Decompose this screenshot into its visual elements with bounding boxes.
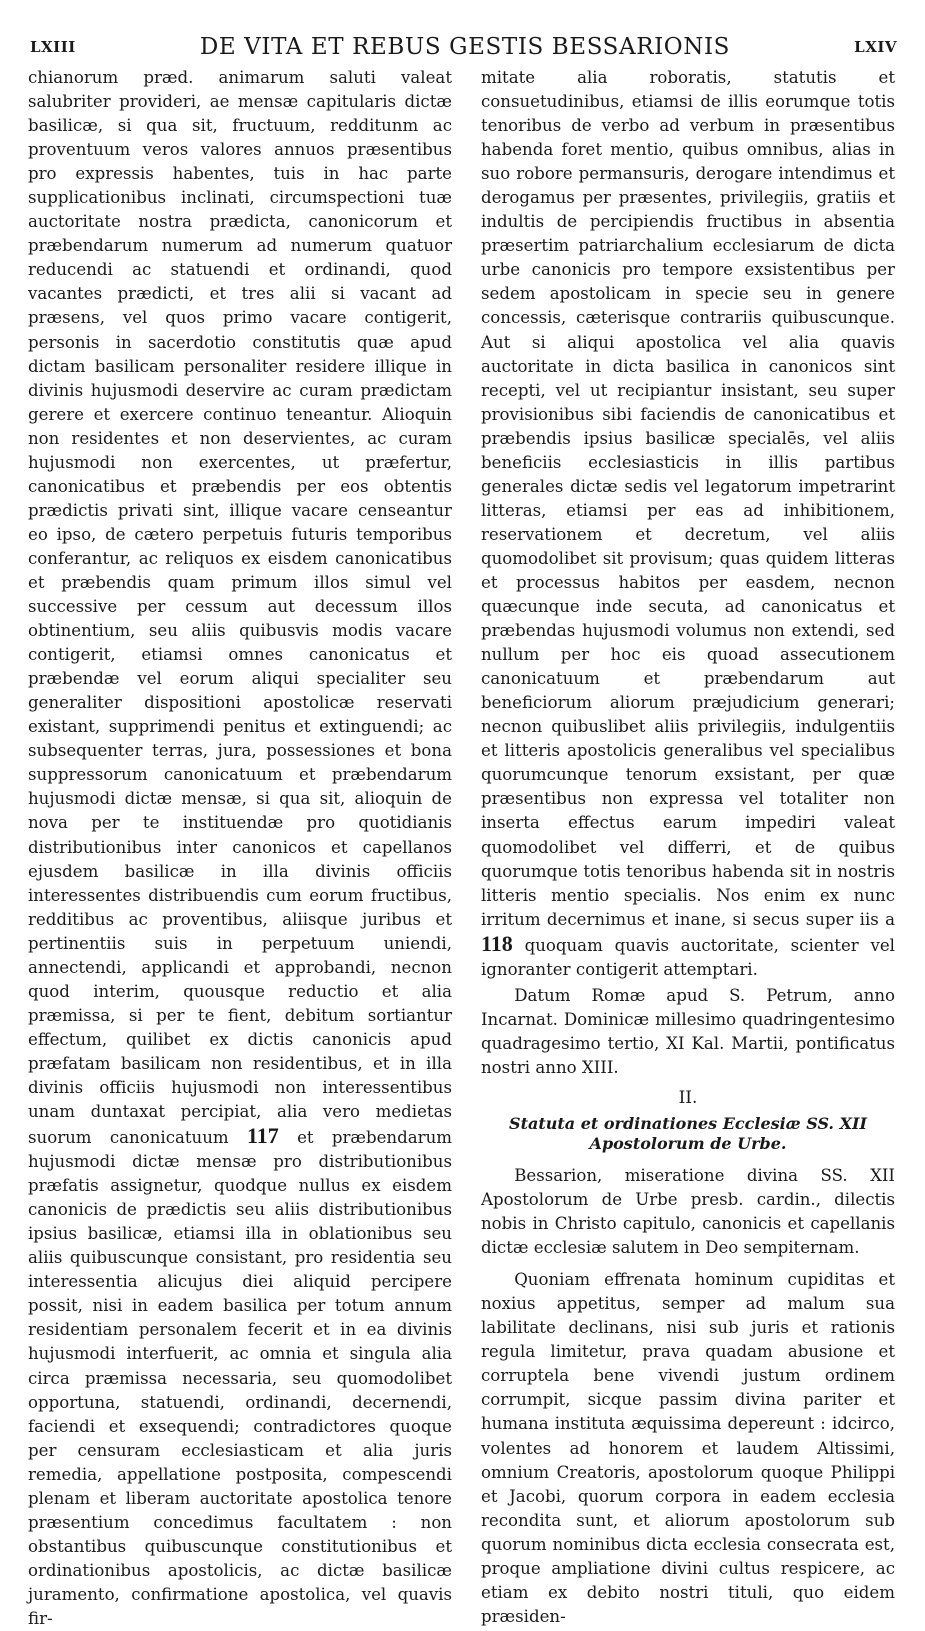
- section-number: II.: [678, 1087, 698, 1108]
- text-run: quoquam quavis auctoritate, scienter vel ignoranter contigerit attemptari.: [481, 935, 895, 979]
- page-header: [30, 32, 897, 62]
- dating-clause: Datum Romæ apud S. Petrum, anno Incarnat. Dominicæ millesimo quadringentesimo quadragesimo tertio, XI Kal. Martii, pontificatus nostri anno XIII.: [481, 985, 895, 1077]
- running-title: DE VITA ET REBUS GESTIS BESSARIONIS: [199, 34, 731, 60]
- right-column: [481, 66, 895, 1629]
- paragraph: Bessarion, miseratione divina SS. XII Apostolorum de Urbe presb. cardin., dilectis nobis in Christo capitulo, canonicis et capellanis dictæ ecclesiæ salutem in Deo sempiternam.: [481, 1166, 895, 1258]
- text-run: et præbendarum hujusmodi dictæ mensæ pro distributionibus præfatis assignetur, quodque nullus ex eisdem canonicis de prædictis seu aliis distributionibus ipsius basilicæ, etiamsi illa in oblationibus seu aliis quibuscunque consistant, pro residentia seu interessentia alicujus diei aliquid percipere possit, nisi in eadem basilica per totum annum residentiam personalem fecerit et in ea divinis hujusmodi interfuerit, ac omnia et singula alia circa præmissa necessaria, seu quomodolibet opportuna, statuendi, ordinandi, decernendi, faciendi et exsequendi; contradictores quoque per censuram ecclesiasticam et alia juris remedia, appellatione postposita, compescendi plenam et liberam auctoritate apostolica tenore præsentium concedimus facultatem : non obstantibus quibuscunque constitutionibus et ordinationibus apostolicis, ac dictæ basilicæ juramento, confirmatione apostolica, vel quavis fir-: [28, 1128, 452, 1628]
- left-column: [28, 66, 452, 1631]
- folio-marker: 117: [246, 1123, 279, 1149]
- page-number-right: LXIV: [854, 38, 897, 56]
- paragraph: [28, 66, 452, 1631]
- section-title: Statuta et ordinationes Ecclesiæ SS. XII Apostolorum de Urbe.: [509, 1114, 867, 1154]
- text-run: mitate alia roboratis, statutis et consuetudinibus, etiamsi de illis eorumque totis tenoribus de verbo ad verbum in præsentibus habenda foret mentio, quibus omnibus, alias in suo robore permansuris, derogare intendimus et derogamus per præsentes, privilegiis, gratiis et indultis de percipiendis fructibus in absentia præsertim patriarchalium ecclesiarum de dicta urbe canonicis pro tempore exsistentibus per sedem apostolicam in specie seu in genere concessis, cæterisque contrariis quibuscunque. Aut si aliqui apostolica vel alia quavis auctoritate in dicta basilica in canonicos sint recepti, vel ut recipiantur insistant, seu super provisionibus sibi faciendis de canonicatibus et præbendis ipsius basilicæ specialēs, vel aliis beneficiis ecclesiasticis in illis partibus generales dictæ sedis vel legatorum impetrarint litteras, etiamsi per eas ad inhibitionem, reservationem et decretum, vel aliis quomodolibet sit provisum; quas quidem litteras et processus habitos per easdem, necnon quæcunque inde secuta, ad canonicatus et præbendas hujusmodi volumus non extendi, sed nullum per hoc eis quoad assecutionem canonicatuum et præbendarum aut beneficiorum aliorum præjudicium generari; necnon quibuslibet aliis privilegiis, indulgentiis et litteris apostolicis generalibus vel specialibus quorumcunque tenorum exsistant, per quæ præsentibus non expressa vel totaliter non inserta effectus earum impediri valeat quomodolibet vel differri, et de quibus quorumque totis tenoribus habenda sit in nostris litteris mentio specialis. Nos enim ex nunc irritum decernimus et inane, si secus super iis a: [481, 68, 895, 929]
- page-number-left: LXIII: [30, 38, 76, 56]
- folio-marker: 118: [481, 930, 513, 956]
- paragraph: [481, 66, 895, 982]
- paragraph: Quoniam effrenata hominum cupiditas et noxius appetitus, semper ad malum sua labilitate declinans, nisi sub juris et rationis regula limitetur, prava quadam abusione et corruptela bene vivendi justum ordinem corrumpit, sicque passim divina pariter et humana instituta æquissima depereunt : idcirco, volentes ad honorem et laudem Altissimi, omnium Creatoris, apostolorum quoque Philippi et Jacobi, quorum corpora in eadem ecclesia recondita sunt, et aliorum apostolorum sub quorum nominibus dicta ecclesia consecrata est, proque ampliatione divini cultus respicere, ac etiam ex debito nostri tituli, quo eidem præsiden-: [481, 1270, 895, 1626]
- text-run: chianorum præd. animarum saluti valeat salubriter provideri, ae mensæ capitularis dictæ basilicæ, si qua sit, fructuum, redditunm ac proventuum veros valores annuos præsentibus pro expressis habentes, tuis in hac parte supplicationibus inclinati, circumspectioni tuæ auctoritate nostra prædicta, canonicorum et præbendarum numerum ad numerum quatuor reducendi ac statuendi et ordinandi, quod vacantes prædicti, et tres alii si vacant ad præsens, vel quos primo vacare contigerit, personis in sacerdotio constitutis quæ apud dictam basilicam personaliter residere illique in divinis hujusmodi deservire ac curam prædictam gerere et exercere continuo teneantur. Alioquin non residentes et non deservientes, ac curam hujusmodi non exercentes, ut præfertur, canonicatibus et præbendis per eos obtentis prædictis privati sint, illique vacare censeantur eo ipso, de cætero perpetuis futuris temporibus conferantur, ac reliquos ex eisdem canonicatibus et præbendis quam primum illos simul vel successive per cessum aut decessum illos obtinentium, seu aliis quibusvis modis vacare contigerit, etiamsi omnes canonicatus et præbendæ vel eorum aliqui specialiter seu generaliter dispositioni apostolicæ reservati existant, supprimendi penitus et extinguendi; ac subsequenter terras, jura, possessiones et bona suppressorum canonicatuum et præbendarum hujusmodi dictæ mensæ, si qua sit, alioquin de nova per te instituendæ pro quotidianis distributionibus inter canonicos et capellanos ejusdem basilicæ in illa divinis officiis interessentes distribuendis cum eorum fructibus, redditibus ac proventibus, aliisque juribus et pertinentiis suis in perpetuum uniendi, annectendi, applicandi et approbandi, necnon quod interim, quousque reductio et alia præmissa, si per te fient, debitum sortiantur effectum, quilibet ex dictis canonicis apud præfatam basilicam non residentibus, et in illa divinis officiis hujusmodi non interessentibus unam duntaxat percipiat, alia vero medietas suorum canonicatuum: [28, 68, 452, 1148]
